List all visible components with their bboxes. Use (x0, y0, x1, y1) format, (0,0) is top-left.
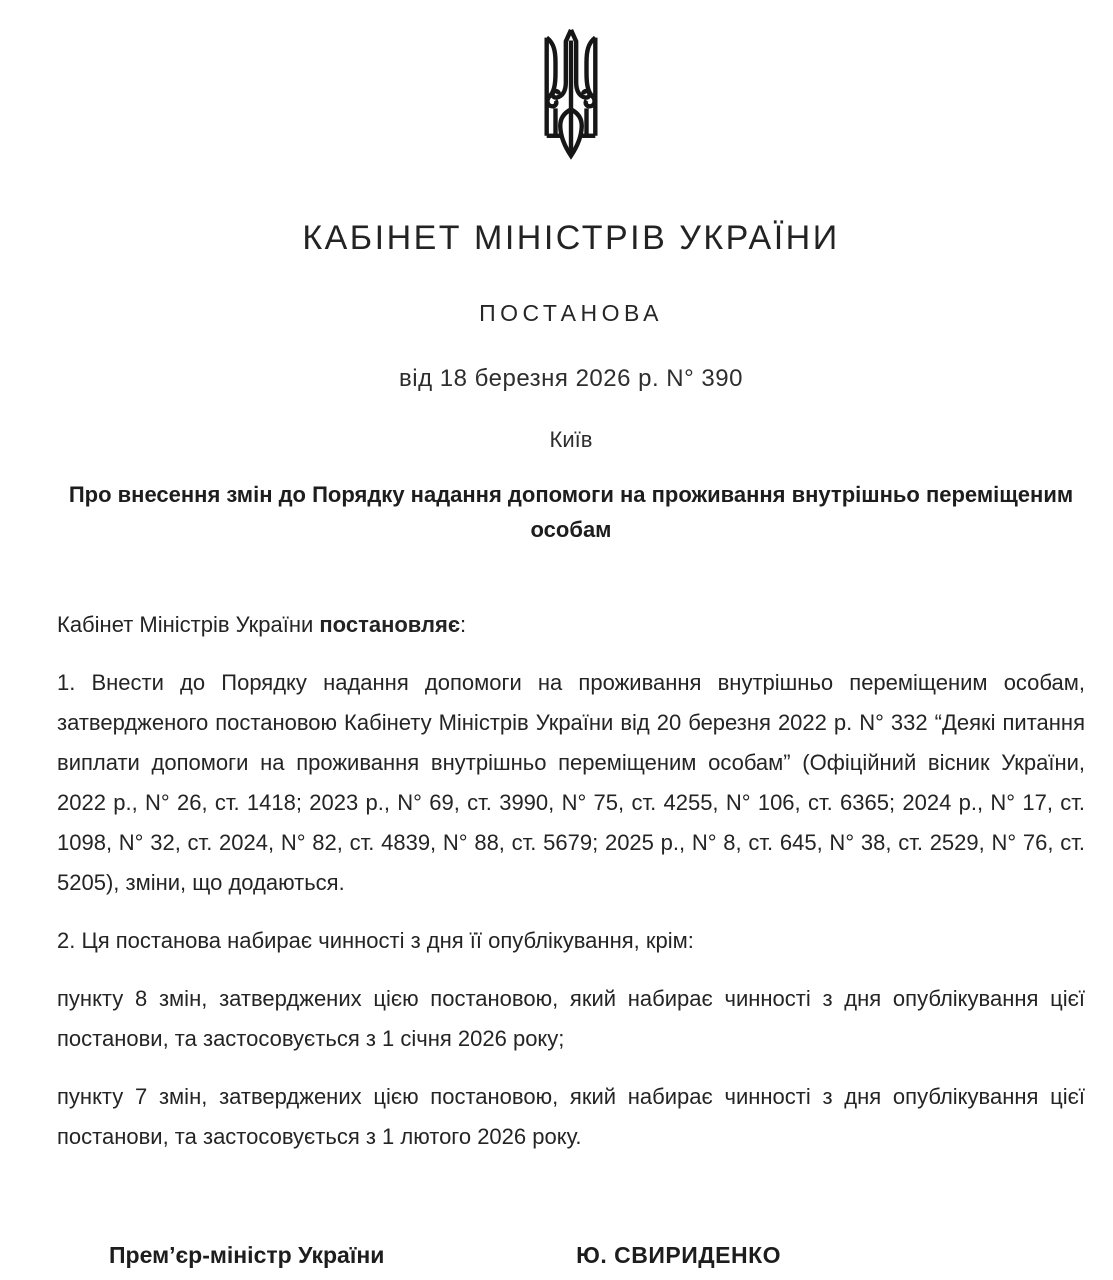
paragraph-1: 1. Внести до Порядку надання допомоги на проживання внутрішньо переміщеним особам, затвердженого постановою Кабінету Міністрів України від 20 березня 2022 р. N° 332 “Деякі питання виплати допомоги на проживання внутрішньо переміщеним особам” (Офіційний вісник України, 2022 р., N° 26, ст. 1418; 2023 р., N° 69, ст. 3990, N° 75, ст. 4255, N° 106, ст. 6365; 2024 р., N° 17, ст. 1098, N° 32, ст. 2024, N° 82, ст. 4839, N° 88, ст. 5679; 2025 р., N° 8, ст. 645, N° 38, ст. 2529, N° 76, ст. 5205), зміни, що додаються. (57, 670, 1085, 895)
city-label: Київ (549, 427, 593, 452)
preamble-emphasis: постановляє (319, 612, 460, 637)
organization-name: КАБІНЕТ МІНІСТРІВ УКРАЇНИ (302, 219, 840, 257)
ukraine-trident-emblem-icon (523, 28, 619, 162)
paragraph-3: пункту 8 змін, затверджених цією постановою, який набирає чинності з дня опублікування цієї постанови, та застосовується з 1 січня 2026 року; (57, 986, 1085, 1051)
signatory-role: Прем’єр-міністр України (109, 1242, 385, 1268)
signature-block (57, 1241, 1085, 1269)
preamble (57, 605, 1085, 645)
paragraph-4: пункту 7 змін, затверджених цією постановою, який набирає чинності з дня опублікування цієї постанови, та застосовується з 1 лютого 2026 року. (57, 1084, 1085, 1149)
preamble-suffix: : (460, 612, 467, 637)
signatory-name: Ю. СВИРИДЕНКО (576, 1242, 781, 1268)
preamble-lead: Кабінет Міністрів України (57, 612, 314, 637)
date-number-line: від 18 березня 2026 р. N° 390 (399, 365, 743, 392)
paragraph-2: 2. Ця постанова набирає чинності з дня її опублікування, крім: (57, 928, 694, 953)
document-title: Про внесення змін до Порядку надання допомоги на проживання внутрішньо переміщеним особам (68, 482, 1074, 542)
emblem-container (57, 28, 1085, 162)
document-type-label: ПОСТАНОВА (479, 300, 663, 326)
document-body (57, 605, 1085, 1157)
document-header (57, 28, 1085, 547)
